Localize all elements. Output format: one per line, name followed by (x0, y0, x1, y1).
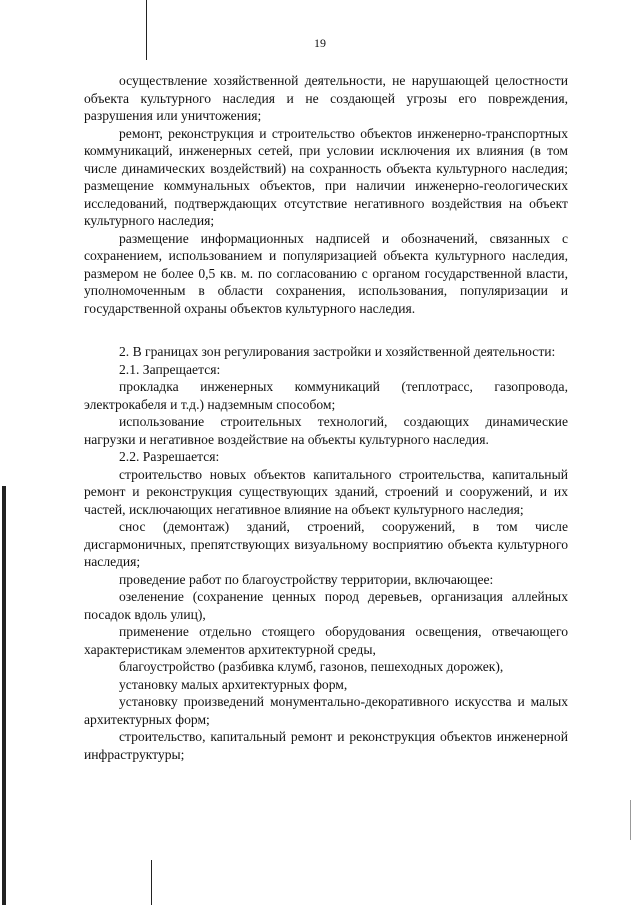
paragraph: строительство, капитальный ремонт и реконструкция объектов инженерной инфраструктуры; (84, 729, 568, 762)
subsection-heading-2-2: 2.2. Разрешается: (119, 449, 220, 464)
scan-artifact-left-margin-bar (2, 486, 6, 905)
paragraph: установку малых архитектурных форм, (119, 676, 348, 692)
paragraph: осуществление хозяйственной деятельности, не нарушающей целостности объекта культурного наследия и не создающей угрозы его повреждения, разрушения или уничтожения; (84, 73, 568, 123)
paragraph: применение отдельно стоящего оборудования освещения, отвечающего характеристикам элементов архитектурной среды, (84, 624, 568, 657)
paragraph: снос (демонтаж) зданий, строений, сооружений, в том числе дисгармоничных, препятствующих визуальному восприятию объекта культурного наследия; (84, 519, 568, 569)
section-spacer (84, 317, 568, 343)
paragraph: ремонт, реконструкция и строительство объектов инженерно-транспортных коммуникаций, инженерных сетей, при условии исключения их влияния (в том числе динамических воздействий) на сохранность объекта культурного наследия; размещение коммунальных объектов, при наличии инженерно-геологических исследований, подтверждающих отсутствие негативного воздействия на объект культурного наследия; (84, 125, 568, 228)
scan-artifact-bottom-line (151, 860, 152, 905)
paragraph: установку произведений монументально-декоративного искусства и малых архитектурных форм; (84, 694, 568, 727)
paragraph: использование строительных технологий, создающих динамические нагрузки и негативное воздействие на объекты культурного наследия. (84, 414, 568, 447)
paragraph: благоустройство (разбивка клумб, газонов, пешеходных дорожек), (119, 659, 504, 674)
scan-artifact-top-left-line (146, 0, 147, 60)
paragraph: озеленение (сохранение ценных пород деревьев, организация аллейных посадок вдоль улиц), (84, 589, 568, 622)
page-number: 19 (314, 36, 326, 50)
paragraph: прокладка инженерных коммуникаций (теплотрасс, газопровода, электрокабеля и т.д.) надземным способом; (84, 379, 568, 412)
section-heading-2: 2. В границах зон регулирования застройки и хозяйственной деятельности: (119, 344, 556, 359)
subsection-heading-2-1: 2.1. Запрещается: (119, 361, 221, 377)
paragraph: проведение работ по благоустройству территории, включающее: (119, 571, 494, 587)
paragraph: размещение информационных надписей и обозначений, связанных с сохранением, использованием и популяризацией объекта культурного наследия, размером не более 0,5 кв. м. по согласованию с органом государственной власти, уполномоченным в области сохранения, использования, популяризации и государственной охраны объектов культурного наследия. (84, 230, 568, 316)
paragraph: строительство новых объектов капитального строительства, капитальный ремонт и реконструкция существующих зданий, строений и сооружений, и их частей, исключающих негативное влияние на объект культурного наследия; (84, 466, 568, 517)
scan-artifact-right-mark (630, 800, 631, 840)
document-body (84, 72, 568, 763)
